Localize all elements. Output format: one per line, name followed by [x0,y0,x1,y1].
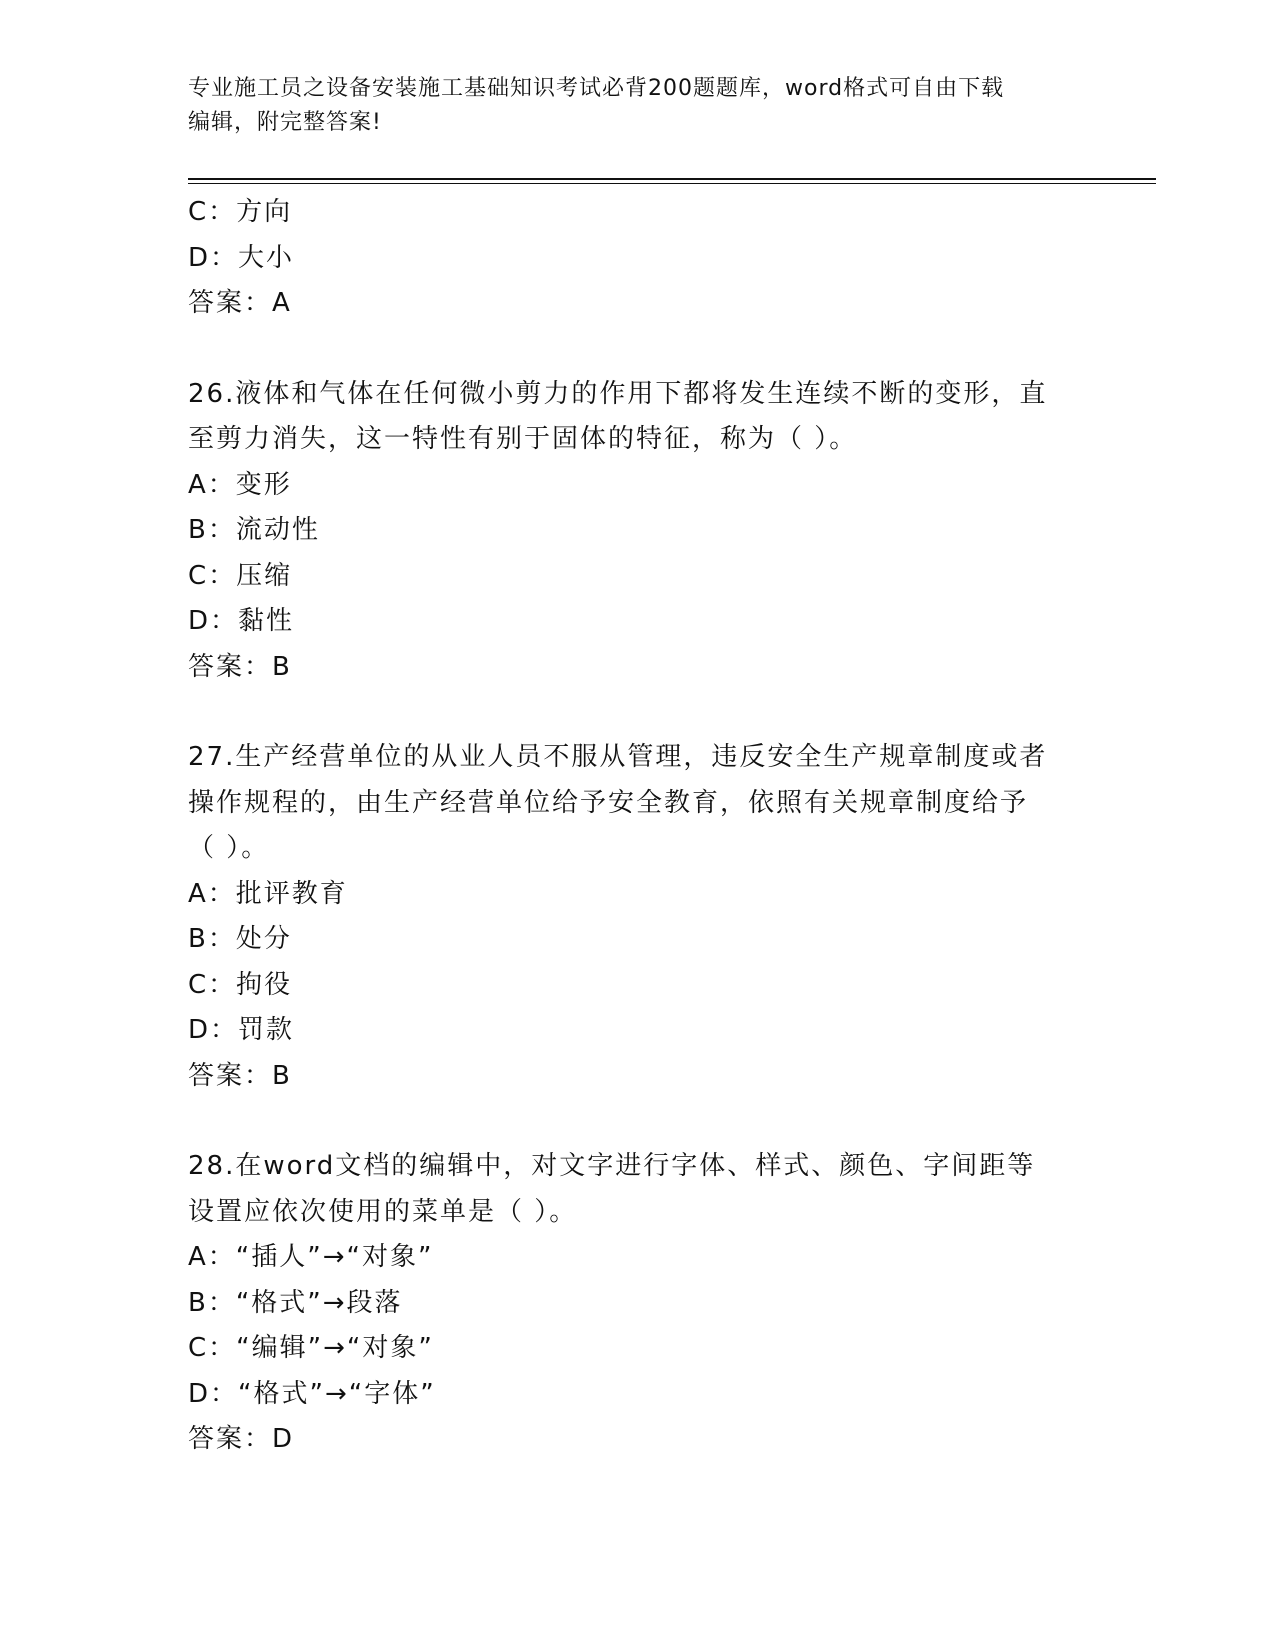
question-block-28 [188,1144,1088,1463]
option-d: D：“格式”→“字体” [188,1378,436,1409]
question-stem-line: 26.液体和气体在任何微小剪力的作用下都将发生连续不断的变形，直 [188,378,1048,409]
question-stem-line: 操作规程的，由生产经营单位给予安全教育，依照有关规章制度给予 [188,787,1029,818]
option-b: B：“格式”→段落 [188,1287,403,1318]
spacer [188,690,1088,735]
question-stem-line: （ ）。 [188,833,270,863]
option-a: A：批评教育 [188,878,348,909]
question-stem-line: 27.生产经营单位的从业人员不服从管理，违反安全生产规章制度或者 [188,742,1048,772]
option-c: C：“编辑”→“对象” [188,1333,434,1363]
answer-line: 答案：B [188,651,292,682]
question-block-26 [188,372,1088,691]
spacer [188,1099,1088,1144]
spacer [188,327,1088,372]
option-d: D：黏性 [188,606,295,636]
header-divider-thin [188,183,1156,184]
header-title-line-1: 专业施工员之设备安装施工基础知识考试必背200题题库，word格式可自由下载 [188,76,1005,101]
answer-line: 答案：A [188,288,292,318]
page-header [188,72,1068,140]
option-b: B：处分 [188,924,292,954]
question-block-25 [188,190,1088,327]
option-c: C：压缩 [188,560,293,591]
question-stem-line: 28.在word文档的编辑中，对文字进行字体、样式、颜色、字间距等 [188,1151,1036,1181]
option-d: D：罚款 [188,1015,295,1045]
question-list [188,190,1088,1463]
question-block-27 [188,735,1088,1099]
option-c: C：拘役 [188,969,293,1000]
question-stem-line: 至剪力消失，这一特性有别于固体的特征，称为（ ）。 [188,424,858,454]
option-d: D：大小 [188,242,295,273]
answer-line: 答案：D [188,1424,295,1454]
header-title-line-2: 编辑，附完整答案! [188,110,382,135]
header-divider [188,178,1156,180]
option-a: A：变形 [188,469,292,500]
question-stem-line: 设置应依次使用的菜单是（ ）。 [188,1196,578,1227]
answer-line: 答案：B [188,1060,292,1091]
option-a: A：“插人”→“对象” [188,1242,434,1272]
option-b: B：流动性 [188,515,320,545]
option-c: C：方向 [188,197,293,227]
